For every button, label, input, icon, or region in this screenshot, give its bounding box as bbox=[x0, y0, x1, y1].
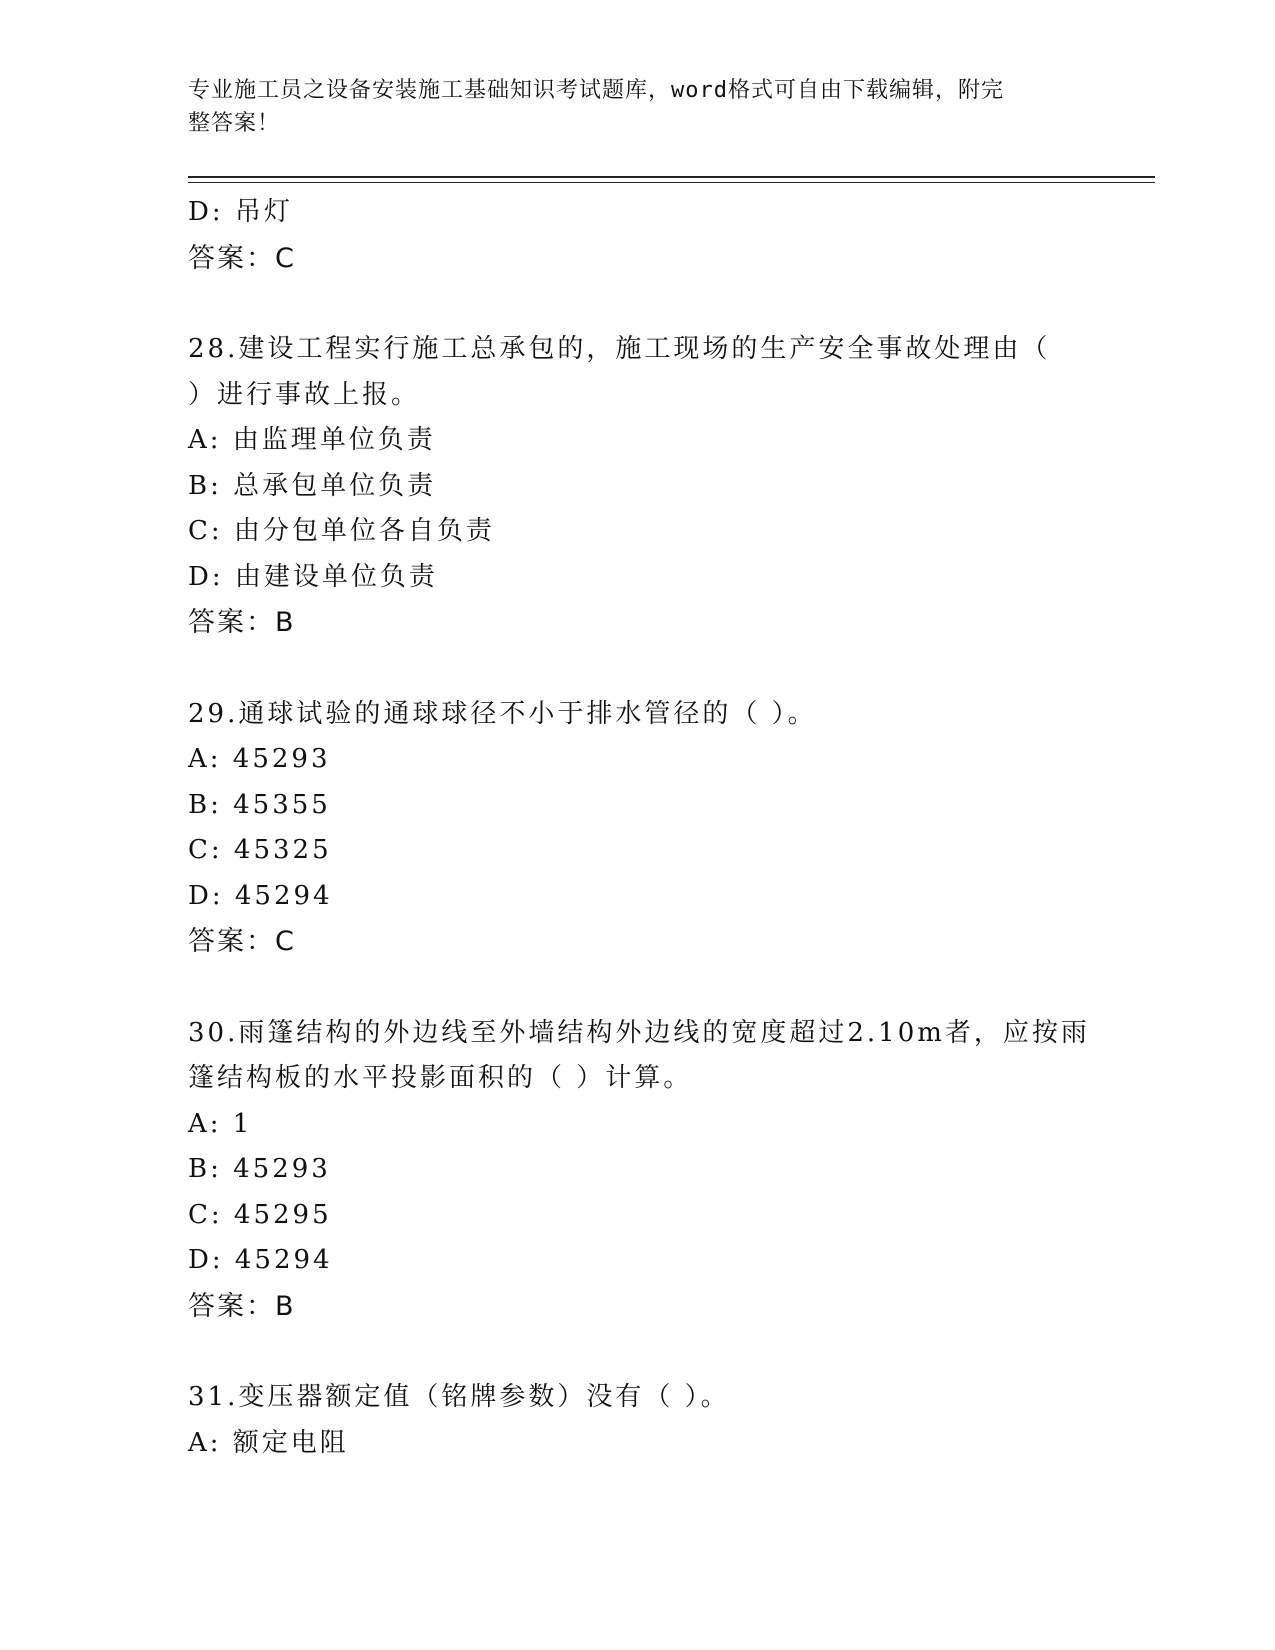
question-text-line: A: 1 bbox=[188, 1108, 253, 1139]
answer-line: 答案：C bbox=[188, 242, 296, 274]
question-text-line: 31.变压器额定值（铭牌参数）没有（ ）。 bbox=[188, 1382, 730, 1412]
question-text-line: ）进行事故上报。 bbox=[188, 379, 421, 410]
question-text-line: 28.建设工程实行施工总承包的，施工现场的生产安全事故处理由（ bbox=[188, 334, 1051, 364]
question-spacer bbox=[188, 965, 1088, 1011]
answer-line: 答案：C bbox=[188, 926, 296, 957]
answer-line: 答案：B bbox=[188, 1290, 296, 1322]
answer-line: 答案：B bbox=[188, 607, 296, 638]
question-spacer bbox=[188, 281, 1088, 327]
header-rule-thick bbox=[188, 176, 1155, 178]
question-text-line: 篷结构板的水平投影面积的（ ）计算。 bbox=[188, 1063, 693, 1093]
question-text-line: C: 45325 bbox=[188, 835, 332, 865]
question-text-line: B: 总承包单位负责 bbox=[188, 470, 437, 501]
document-header bbox=[188, 74, 1068, 140]
question-text-line: D: 吊灯 bbox=[188, 197, 293, 227]
question-text-line: D: 45294 bbox=[188, 1245, 333, 1275]
question-list bbox=[188, 190, 1088, 1466]
header-line-1: 专业施工员之设备安装施工基础知识考试题库，word格式可自由下载编辑，附完 bbox=[188, 78, 1004, 103]
question-text-line: D: 45294 bbox=[188, 880, 333, 911]
question-spacer bbox=[188, 1329, 1088, 1375]
question-spacer bbox=[188, 646, 1088, 692]
question-text-line: B: 45293 bbox=[188, 1154, 331, 1184]
question-text-line: 29.通球试验的通球球径不小于排水管径的（ ）。 bbox=[188, 698, 817, 729]
question-text-line: A: 由监理单位负责 bbox=[188, 425, 436, 455]
question-text-line: B: 45355 bbox=[188, 789, 331, 820]
question-text-line: D: 由建设单位负责 bbox=[188, 561, 438, 592]
question-text-line: C: 由分包单位各自负责 bbox=[188, 516, 495, 546]
question-text-line: 30.雨篷结构的外边线至外墙结构外边线的宽度超过2.10m者，应按雨 bbox=[188, 1017, 1090, 1048]
header-line-2: 整答案！ bbox=[188, 111, 281, 136]
question-text-line: A: 45293 bbox=[188, 744, 331, 774]
question-text-line: A: 额定电阻 bbox=[188, 1427, 349, 1458]
header-rule-thin bbox=[188, 182, 1155, 183]
question-text-line: C: 45295 bbox=[188, 1199, 332, 1230]
